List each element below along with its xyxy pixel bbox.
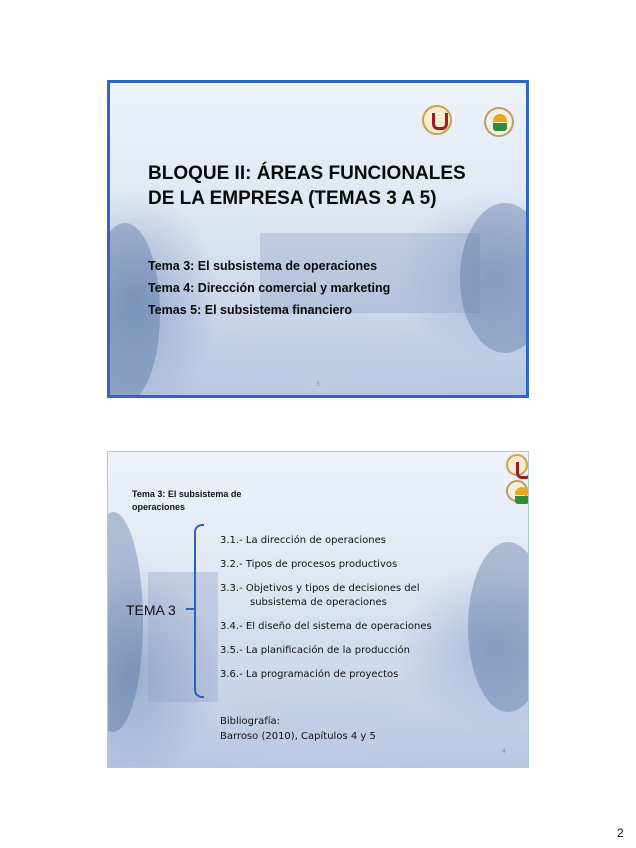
- section-item-text: 3.5.- La planificación de la producción: [220, 645, 410, 656]
- tema-label: TEMA 3: [126, 602, 176, 618]
- slide-header: Tema 3: El subsistema de operaciones: [132, 489, 242, 512]
- section-list: [220, 534, 470, 692]
- slide-tema-3: [107, 451, 529, 768]
- title-line-2: DE LA EMPRESA (TEMAS 3 A 5): [148, 188, 437, 209]
- universidad-sevilla-logo: [422, 105, 452, 135]
- background-building: [148, 572, 218, 702]
- section-item: [220, 558, 470, 572]
- section-item: [220, 644, 470, 658]
- section-item-text: 3.2.- Tipos de procesos productivos: [220, 559, 398, 570]
- section-item-text: 3.1.- La dirección de operaciones: [220, 535, 386, 546]
- curly-brace-icon: [194, 524, 204, 698]
- section-item-text: 3.6.- La programación de proyectos: [220, 669, 399, 680]
- background-tree: [460, 203, 529, 353]
- section-item: [220, 534, 470, 548]
- section-item: [220, 582, 470, 610]
- slide-title: [148, 161, 508, 211]
- em-logo: [506, 480, 528, 502]
- em-logo: [484, 107, 514, 137]
- background-tree: [468, 542, 529, 712]
- section-item-text: 3.4.- El diseño del sistema de operaciones: [220, 621, 432, 632]
- section-item: [220, 668, 470, 682]
- topic-item: Tema 3: El subsistema de operaciones: [148, 259, 378, 273]
- section-item: [220, 620, 470, 634]
- section-item-text: 3.3.- Objetivos y tipos de decisiones del: [220, 583, 420, 594]
- topic-item: Tema 4: Dirección comercial y marketing: [148, 281, 391, 295]
- universidad-sevilla-logo: [506, 454, 528, 476]
- slide-number: 3: [316, 381, 320, 388]
- title-line-1: BLOQUE II: ÁREAS FUNCIONALES: [148, 163, 466, 184]
- slide-bloque-ii: [107, 80, 529, 398]
- bibliography-label: Bibliografía:: [220, 716, 281, 727]
- background-tree: [107, 512, 143, 732]
- topic-list: [148, 255, 390, 321]
- section-item-continuation: subsistema de operaciones: [250, 597, 387, 608]
- bibliography-reference: Barroso (2010), Capítulos 4 y 5: [220, 731, 376, 742]
- bibliography: [220, 714, 376, 744]
- slide-number: 4: [502, 748, 506, 755]
- topic-item: Temas 5: El subsistema financiero: [148, 303, 353, 317]
- page-number: 2: [617, 826, 624, 840]
